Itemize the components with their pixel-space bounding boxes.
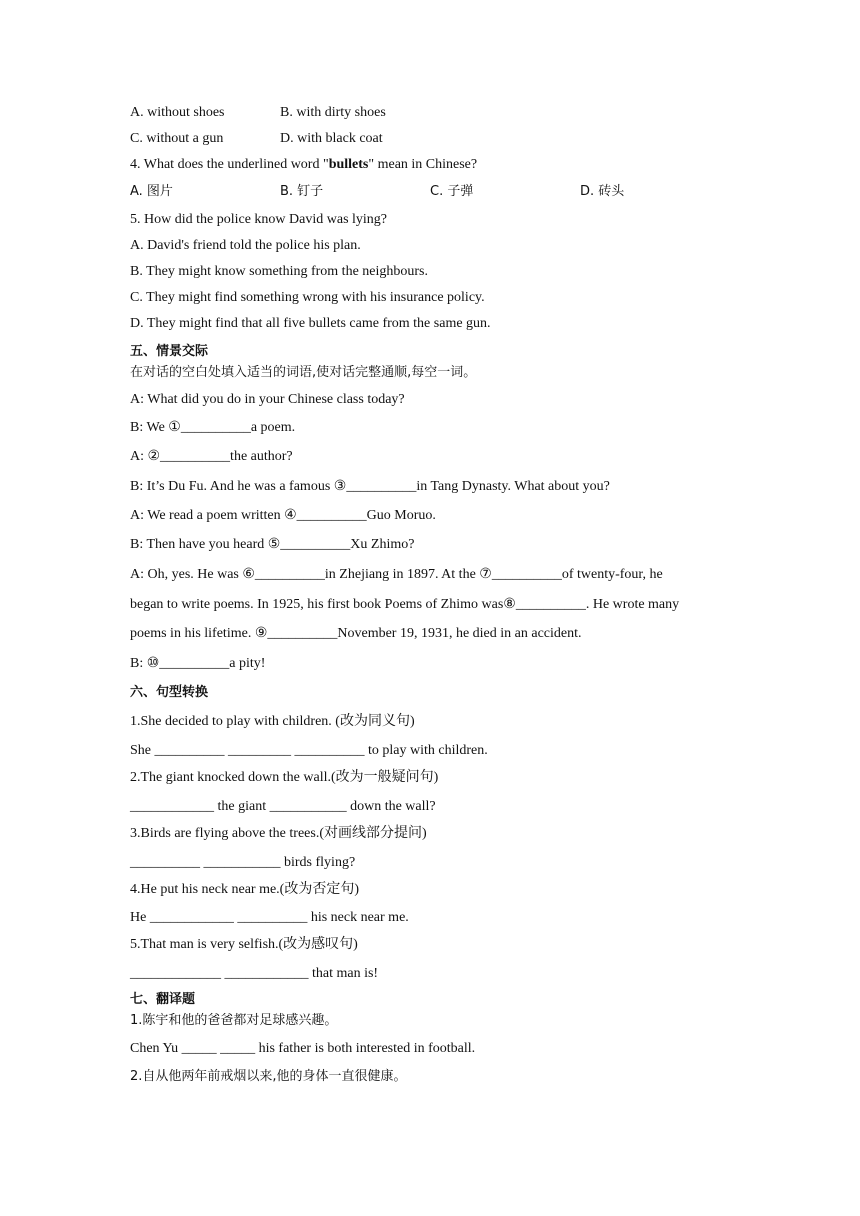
exercise-line: 1.She decided to play with children. (改为同义句) [130,714,415,729]
exercise-line: She __________ _________ __________ to play with children. [130,743,488,758]
dialogue-line: B: Then have you heard ⑤__________Xu Zhimo? [130,537,415,552]
exercise-line: _____________ ____________ that man is! [130,966,379,981]
q4-option-c: C. 子弹 [430,184,474,199]
q3-option-c: C. without a gun [130,131,224,146]
q5-option-a: A. David's friend told the police his plan. [130,238,361,253]
section5-instruction: 在对话的空白处填入适当的词语,使对话完整通顺,每空一词。 [130,365,477,380]
q3-option-a: A. without shoes [130,105,225,120]
exercise-line: __________ ___________ birds flying? [130,855,356,870]
exercise-line: 5.That man is very selfish.(改为感叹句) [130,937,358,952]
dialogue-line: A: ②__________the author? [130,449,293,464]
section7-heading: 七、翻译题 [130,992,196,1007]
exercise-line: ____________ the giant ___________ down the wall? [130,799,436,814]
q4-option-d: D. 砖头 [580,184,625,199]
dialogue-line: A: What did you do in your Chinese class today? [130,392,405,407]
q4-question [130,156,477,174]
q5-option-d: D. They might find that all five bullets came from the same gun. [130,316,491,331]
exercise-line: He ____________ __________ his neck near me. [130,910,409,925]
q4-option-b: B. 钉子 [280,184,324,199]
dialogue-line: B: We ①__________a poem. [130,420,296,435]
dialogue-line: B: ⑩__________a pity! [130,656,266,671]
dialogue-line: A: We read a poem written ④__________Guo Moruo. [130,508,436,523]
translation-line: 1.陈宇和他的爸爸都对足球感兴趣。 [130,1013,338,1028]
q4-question-post: " mean in Chinese? [368,157,478,172]
q5-question: 5. How did the police know David was lying? [130,212,388,227]
section5-heading: 五、情景交际 [130,344,209,359]
dialogue-line: poems in his lifetime. ⑨__________November 19, 1931, he died in an accident. [130,626,582,641]
q3-option-b: B. with dirty shoes [280,105,386,120]
exercise-line: 3.Birds are flying above the trees.(对画线部分提问) [130,826,427,841]
exercise-line: 4.He put his neck near me.(改为否定句) [130,882,359,897]
section6-heading: 六、句型转换 [130,685,209,700]
q5-option-b: B. They might know something from the neighbours. [130,264,428,279]
q4-option-a: A. 图片 [130,184,173,199]
q3-option-d: D. with black coat [280,131,383,146]
dialogue-line: B: It’s Du Fu. And he was a famous ③__________in Tang Dynasty. What about you? [130,479,610,494]
dialogue-line: A: Oh, yes. He was ⑥__________in Zhejiang in 1897. At the ⑦__________of twenty-four, he [130,567,663,582]
q5-option-c: C. They might find something wrong with his insurance policy. [130,290,485,305]
exercise-line: 2.The giant knocked down the wall.(改为一般疑问句) [130,770,439,785]
translation-line: 2.自从他两年前戒烟以来,他的身体一直很健康。 [130,1069,407,1084]
translation-line: Chen Yu _____ _____ his father is both interested in football. [130,1041,476,1056]
dialogue-line: began to write poems. In 1925, his first book Poems of Zhimo was⑧__________. He wrote many [130,597,680,612]
q4-question-pre: 4. What does the underlined word " [130,157,329,172]
q4-question-word: bullets [328,157,369,172]
